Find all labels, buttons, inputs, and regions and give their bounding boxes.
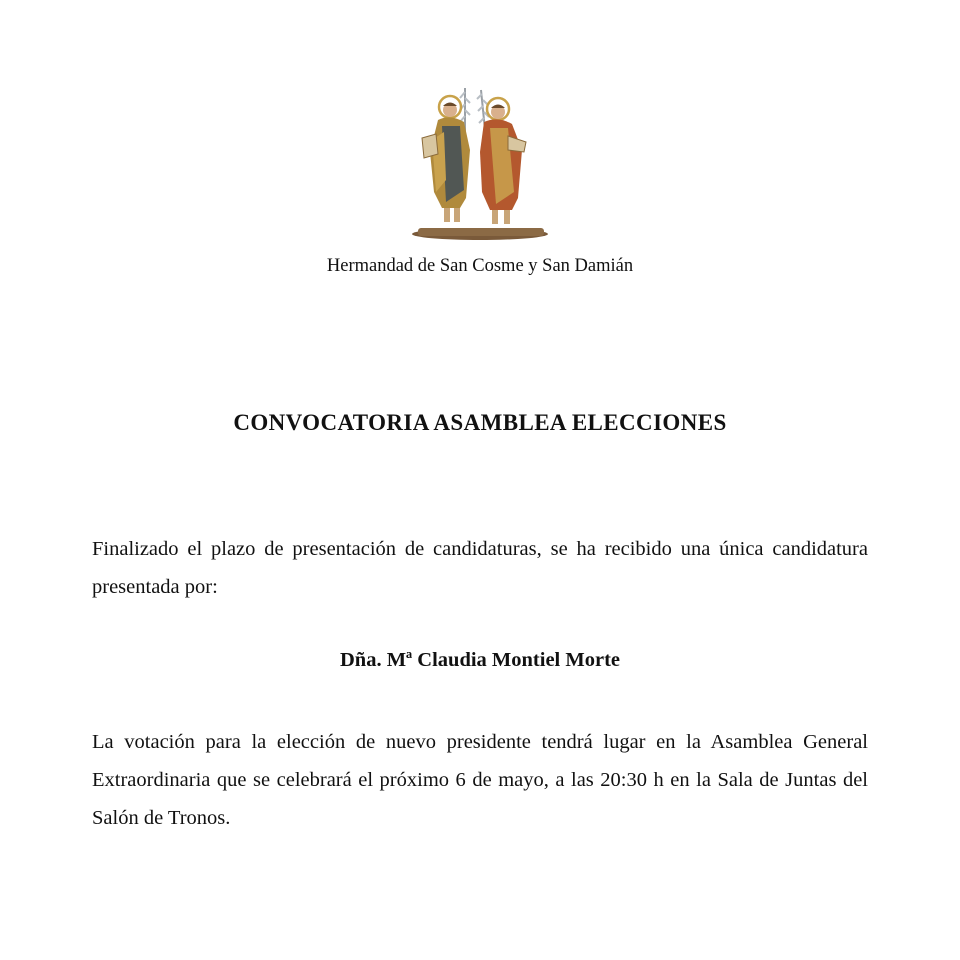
organization-name: Hermandad de San Cosme y San Damián <box>326 256 634 276</box>
page-title: CONVOCATORIA ASAMBLEA ELECCIONES <box>233 410 727 435</box>
paragraph-votacion: La votación para la elección de nuevo presidente tendrá lugar en la Asamblea General Extraordinaria que se celebrará el próximo 6 de mayo, a las 20:30 h en la Sala de Juntas del Salón de Tronos. <box>92 731 868 829</box>
saints-cosme-damian-logo-icon <box>408 80 553 242</box>
paragraph-candidaturas: Finalizado el plazo de presentación de candidaturas, se ha recibido una única candidatura presentada por: <box>92 538 868 598</box>
candidate-name: Dña. Mª Claudia Montiel Morte <box>339 649 620 671</box>
